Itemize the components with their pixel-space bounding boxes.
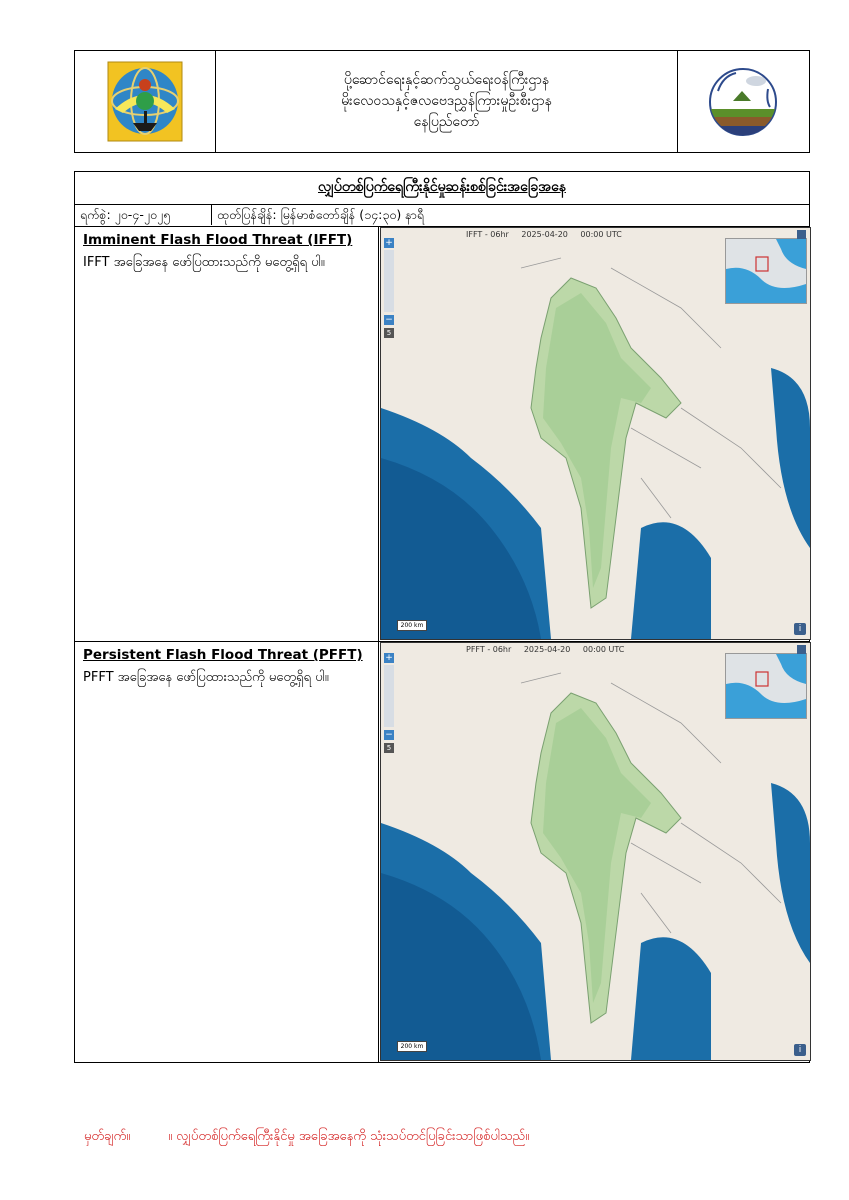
- pfft-date-label: 2025-04-20: [523, 645, 571, 654]
- zoom-slider[interactable]: [384, 665, 394, 727]
- ministry-emblem-icon: [75, 51, 215, 152]
- pfft-time-label: 00:00 UTC: [582, 645, 625, 654]
- pfft-heading: Persistent Flash Flood Threat (PFFT): [83, 647, 363, 663]
- pfft-map-title: [466, 645, 634, 654]
- footer-note: [84, 1128, 567, 1147]
- zoom-out-button[interactable]: −: [385, 315, 393, 325]
- ifft-text-cell: [75, 226, 379, 641]
- ifft-body: IFFT အခြေအနေ ဖော်ပြထားသည်ကို မတွေ့ရှိရ ပါ။: [83, 255, 325, 270]
- pfft-scale-bar: 200 km: [397, 1041, 427, 1052]
- note-text: ။ လျှပ်တစ်ပြက်ရေကြီးနိုင်မှု အခြေအနေကို သုံးသပ်တင်ပြခြင်းသာဖြစ်ပါသည်။: [168, 1129, 530, 1144]
- ifft-map-title: [466, 230, 632, 239]
- meta-divider: [211, 204, 212, 225]
- date-label: ရက်စွဲ: ၂၀-၄-၂၀၂၅: [80, 207, 171, 222]
- flash-flood-table: [74, 171, 810, 1063]
- ifft-heading: Imminent Flash Flood Threat (IFFT): [83, 232, 353, 248]
- ifft-map[interactable]: [380, 227, 811, 640]
- zoom-level: 5: [384, 743, 394, 753]
- zoom-slider[interactable]: [384, 250, 394, 312]
- info-icon[interactable]: i: [794, 623, 806, 635]
- pfft-section: [75, 641, 809, 1062]
- left-logo-cell: [75, 51, 216, 152]
- right-logo-cell: [677, 51, 809, 152]
- ministry-name: ပို့ဆောင်ရေးနှင့်ဆက်သွယ်ရေးဝန်ကြီးဌာန: [343, 72, 550, 88]
- ifft-overview-inset[interactable]: [725, 238, 807, 304]
- layer-switch-icon[interactable]: [797, 230, 806, 239]
- pfft-body: PFFT အခြေအနေ ဖော်ပြထားသည်ကို မတွေ့ရှိရ ပါ။: [83, 670, 329, 685]
- pfft-overview-inset[interactable]: [725, 653, 807, 719]
- document-header: [74, 50, 810, 153]
- water-cycle-logo-icon: [678, 51, 809, 152]
- note-label: မှတ်ချက်။: [84, 1129, 131, 1144]
- issue-time-label: ထုတ်ပြန်ချိန်: မြန်မာစံတော်ချိန် (၁၄:၃၀) နာရီ: [217, 207, 425, 222]
- table-meta-row: [75, 204, 809, 227]
- ifft-section: [75, 226, 809, 642]
- zoom-level: 5: [384, 328, 394, 338]
- ministry-title-block: [215, 51, 678, 152]
- zoom-out-button[interactable]: −: [385, 730, 393, 740]
- ifft-product-label: IFFT - 06hr: [466, 230, 509, 239]
- zoom-in-button[interactable]: +: [385, 653, 393, 663]
- pfft-text-cell: [75, 641, 379, 1062]
- location-name: နေပြည်တော်: [413, 114, 480, 130]
- pfft-zoom-control[interactable]: [384, 653, 395, 753]
- ifft-scale-bar: 200 km: [397, 620, 427, 631]
- pfft-product-label: PFFT - 06hr: [466, 645, 512, 654]
- ifft-time-label: 00:00 UTC: [580, 230, 622, 239]
- pfft-map[interactable]: [380, 642, 811, 1061]
- layer-switch-icon[interactable]: [797, 645, 806, 654]
- zoom-in-button[interactable]: +: [385, 238, 393, 248]
- table-title: လျှပ်တစ်ပြက်ရေကြီးနိုင်မှုဆန်းစစ်ခြင်းအခြေအနေ: [75, 172, 809, 205]
- ifft-zoom-control[interactable]: [384, 238, 395, 338]
- ifft-date-label: 2025-04-20: [521, 230, 568, 239]
- info-icon[interactable]: i: [794, 1044, 806, 1056]
- department-name: မိုးလေဝသနှင့်ဇလဗေဒညွှန်ကြားမှုဦးစီးဌာန: [341, 93, 552, 109]
